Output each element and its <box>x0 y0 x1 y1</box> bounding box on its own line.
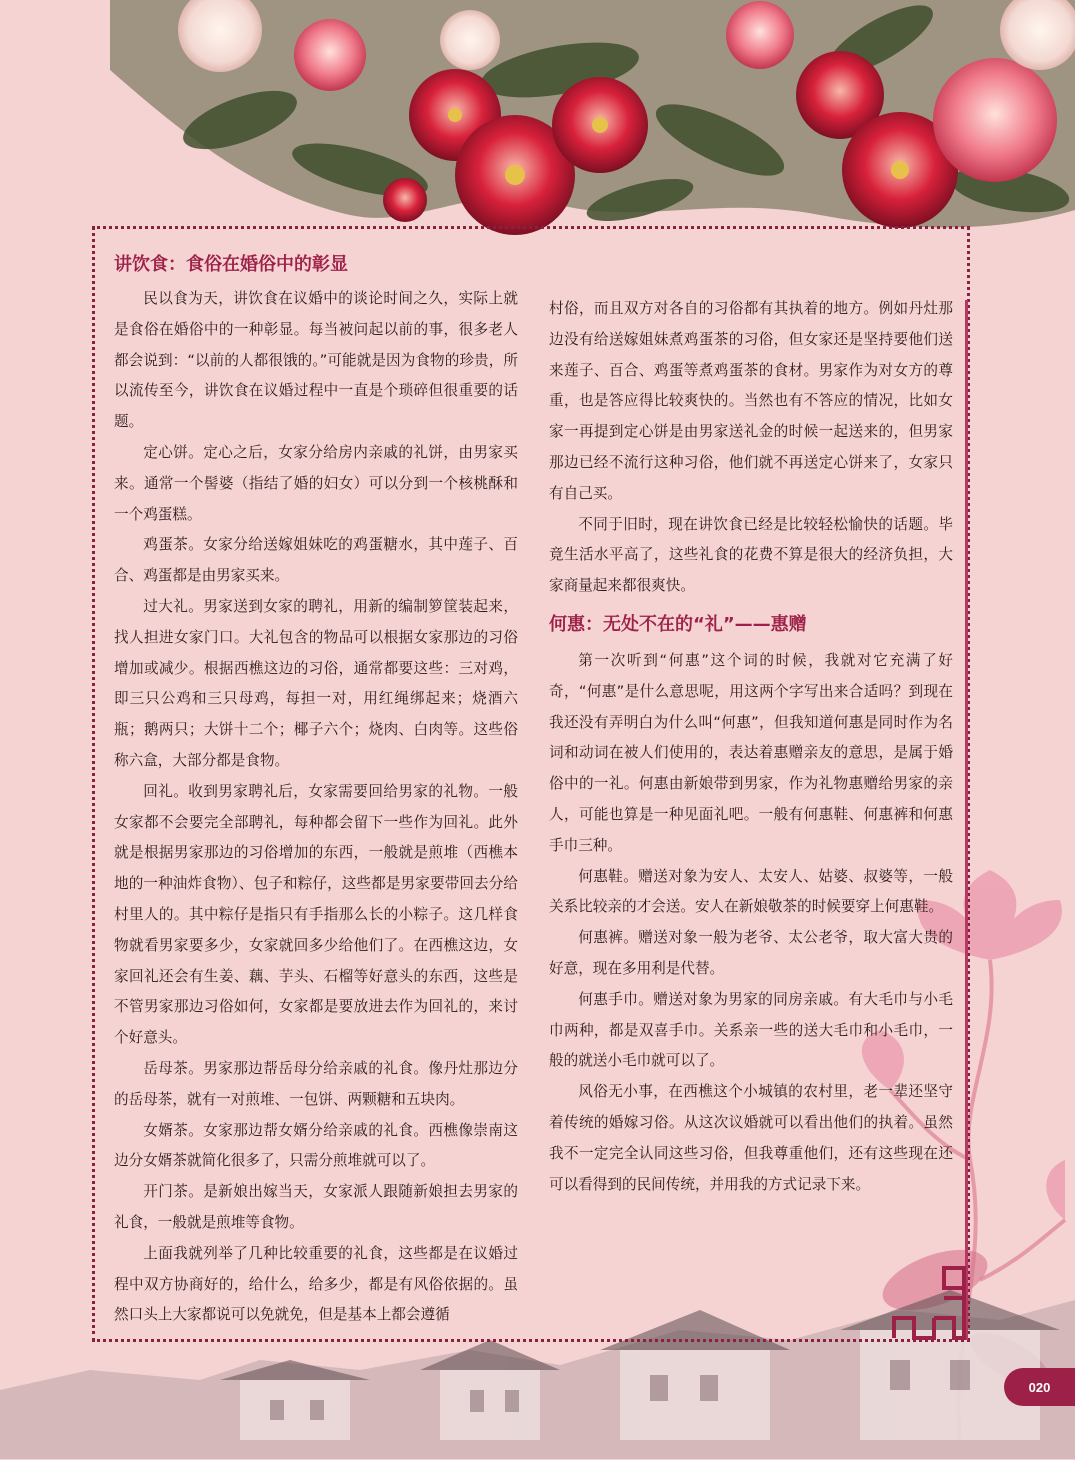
page-number: 020 <box>1028 1379 1051 1395</box>
paragraph-continuation: 村俗，而且双方对各自的习俗都有其执着的地方。例如丹灶那边没有给送嫁姐妹煮鸡蛋茶的习俗，但女家还是坚持要他们送来莲子、百合、鸡蛋等煮鸡蛋茶的食材。男家作为对女方的尊重，也是答应得比较爽快的。当然也有不答应的情况，比如女家一再提到定心饼是由男家送礼金的时候一起送来的，但男家那边已经不流行这种习俗，他们就不再送定心饼来了，女家只有自己买。 <box>549 300 953 502</box>
paragraph: 上面我就列举了几种比较重要的礼食，这些都是在议婚过程中双方协商好的，给什么，给多少，都是有风俗依据的。虽然口头上大家都说可以免就免，但是基本上都会遵循 <box>114 1244 518 1324</box>
paragraph: 过大礼。男家送到女家的聘礼，用新的编制箩筐装起来，找人担进女家门口。大礼包含的物品可以根据女家那边的习俗增加或减少。根据西樵这边的习俗，通常都要这些：三对鸡，即三只公鸡和三只母鸡，每担一对，用红绳绑起来；烧酒六瓶；鹅两只；大饼十二个；椰子六个；烧肉、白肉等。这些俗称六盒，大部分都是食物。 <box>114 597 518 769</box>
fret-corner-ornament <box>884 1258 974 1348</box>
peony-flower-banner <box>0 0 1075 250</box>
paragraph: 何惠鞋。赠送对象为安人、太安人、姑婆、叔婆等，一般关系比较亲的才会送。安人在新娘敬茶的时候要穿上何惠鞋。 <box>549 867 953 916</box>
column-divider <box>965 300 968 1340</box>
paragraph: 定心饼。定心之后，女家分给房内亲戚的礼饼，由男家买来。通常一个髻婆（指结了婚的妇女）可以分到一个核桃酥和一个鸡蛋糕。 <box>114 443 518 523</box>
left-column <box>114 248 518 1331</box>
paragraph: 岳母茶。男家那边帮岳母分给亲戚的礼食。像丹灶那边分的岳母茶，就有一对煎堆、一包饼、两颗糖和五块肉。 <box>114 1059 518 1108</box>
page-number-tab <box>1004 1368 1075 1406</box>
paragraph: 第一次听到“何惠”这个词的时候，我就对它充满了好奇，“何惠”是什么意思呢，用这两个字写出来合适吗？到现在我还没有弄明白为什么叫“何惠”，但我知道何惠是同时作为名词和动词在被人们使用的，表达着惠赠亲友的意思，是属于婚俗中的一礼。何惠由新娘带到男家，作为礼物惠赠给男家的亲人，可能也算是一种见面礼吧。一般有何惠鞋、何惠裤和何惠手巾三种。 <box>549 651 953 854</box>
paragraph: 何惠裤。赠送对象一般为老爷、太公老爷，取大富大贵的好意，现在多用利是代替。 <box>549 929 953 977</box>
paragraph: 风俗无小事，在西樵这个小城镇的农村里，老一辈还坚守着传统的婚嫁习俗。从这次议婚就可以看出他们的执着。虽然我不一定完全认同这些习俗，但我尊重他们，还有这些现在还可以看得到的民间传统，并用我的方式记录下来。 <box>549 1083 953 1193</box>
section-title-gift-exchange: 何惠：无处不在的“礼”——惠赠 <box>549 613 807 635</box>
right-column <box>549 294 953 1200</box>
paragraph: 回礼。收到男家聘礼后，女家需要回给男家的礼物。一般女家都不会要完全部聘礼，每种都会留下一些作为回礼。此外就是根据男家那边的习俗增加的东西，一般就是煎堆（西樵本地的一种油炸食物）、包子和粽仔，这些都是男家要带回去分给村里人的。其中粽仔是指只有手指那么长的小粽子。这几样食物就看男家要多少，女家就回多少给他们了。在西樵这边，女家回礼还会有生姜、藕、芋头、石榴等好意头的东西，这些是不管男家那边习俗如何，女家都是要放进去作为回礼的，来讨个好意头。 <box>114 782 518 1047</box>
paragraph: 何惠手巾。赠送对象为男家的同房亲戚。有大毛巾与小毛巾两种，都是双喜手巾。关系亲一些的送大毛巾和小毛巾，一般的就送小毛巾就可以了。 <box>549 990 953 1070</box>
paragraph: 不同于旧时，现在讲饮食已经是比较轻松愉快的话题。毕竟生活水平高了，这些礼食的花费不算是很大的经济负担，大家商量起来都很爽快。 <box>549 515 953 595</box>
paragraph: 民以食为天，讲饮食在议婚中的谈论时间之久，实际上就是食俗在婚俗中的一种彰显。每当被问起以前的事，很多老人都会说到：“以前的人都很饿的。”可能就是因为食物的珍贵，所以流传至今，讲饮食在议婚过程中一直是个琐碎但很重要的话题。 <box>114 290 518 431</box>
paragraph: 开门茶。是新娘出嫁当天，女家派人跟随新娘担去男家的礼食，一般就是煎堆等食物。 <box>114 1183 518 1231</box>
paragraph: 女婿茶。女家那边帮女婿分给亲戚的礼食。西樵像崇南这边分女婿茶就简化很多了，只需分煎堆就可以了。 <box>114 1121 518 1170</box>
paragraph: 鸡蛋茶。女家分给送嫁姐妹吃的鸡蛋糖水，其中莲子、百合、鸡蛋都是由男家买来。 <box>114 536 518 585</box>
section-title-food-customs: 讲饮食：食俗在婚俗中的彰显 <box>114 254 348 275</box>
